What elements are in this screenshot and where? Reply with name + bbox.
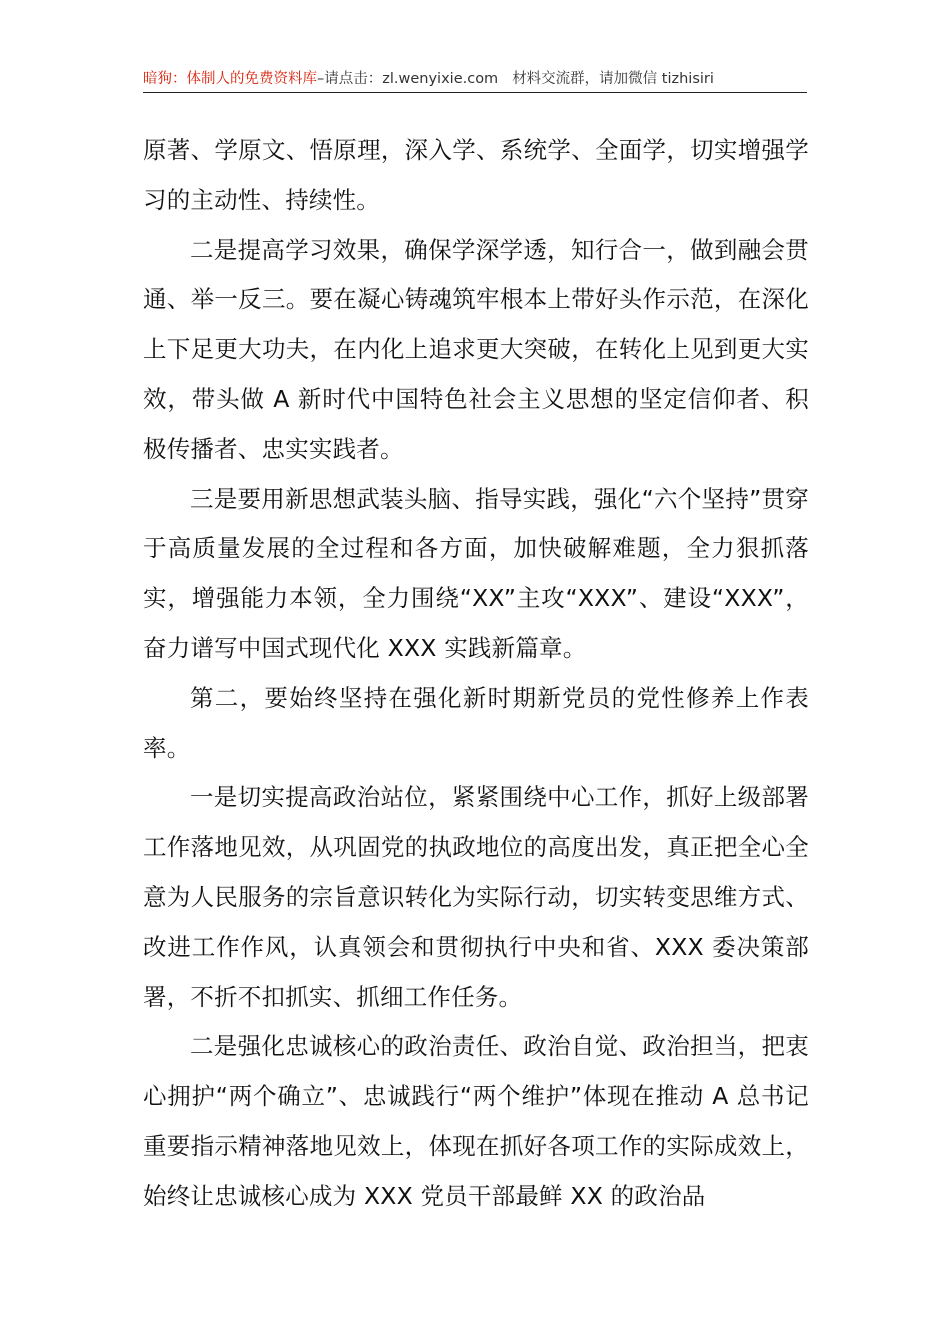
header-brand: 暗狗：体制人的免费资料库	[143, 71, 317, 87]
paragraph-point-two-effect: 二是提高学习效果，确保学深学透，知行合一，做到融会贯通、举一反三。要在凝心铸魂筑牢根本上带好头作示范，在深化上下足更大功夫，在内化上追求更大突破，在转化上见到更大实效，带头做 A 新时代中国特色社会主义思想的坚定信仰者、积极传播者、忠实实践者。	[143, 235, 809, 463]
paragraph-point-three-practice: 三是要用新思想武装头脑、指导实践，强化“六个坚持”贯穿于高质量发展的全过程和各方面，加快破解难题，全力狠抓落实，增强能力本领，全力围绕“XX”主攻“XXX”、建设“XXX”，奋力谱写中国式现代化 XXX 实践新篇章。	[143, 484, 809, 662]
paragraph-point-two-loyalty: 二是强化忠诚核心的政治责任、政治自觉、政治担当，把衷心拥护“两个确立”、忠诚践行“两个维护”体现在推动 A 总书记重要指示精神落地见效上，体现在抓好各项工作的实际成效上，始终让忠诚核心成为 XXX 党员干部最鲜 XX 的政治品	[143, 1032, 809, 1210]
section-heading-second: 第二，要始终坚持在强化新时期新党员的党性修养上作表率。	[143, 683, 809, 762]
header-link-prompt[interactable]: –请点击：zl.wenyixie.com	[317, 71, 499, 87]
paragraph-point-one-political: 一是切实提高政治站位，紧紧围绕中心工作，抓好上级部署工作落地见效，从巩固党的执政地位的高度出发，真正把全心全意为人民服务的宗旨意识转化为实际行动，切实转变思维方式、改进工作作风，认真领会和贯彻执行中央和省、XXX 委决策部署，不折不扣抓实、抓细工作任务。	[143, 783, 809, 1011]
page-header	[143, 68, 807, 93]
document-body	[143, 126, 809, 1222]
header-contact: 材料交流群，请加微信 tizhisiri	[512, 71, 714, 87]
paragraph-continued: 原著、学原文、悟原理，深入学、系统学、全面学，切实增强学习的主动性、持续性。	[143, 136, 809, 214]
